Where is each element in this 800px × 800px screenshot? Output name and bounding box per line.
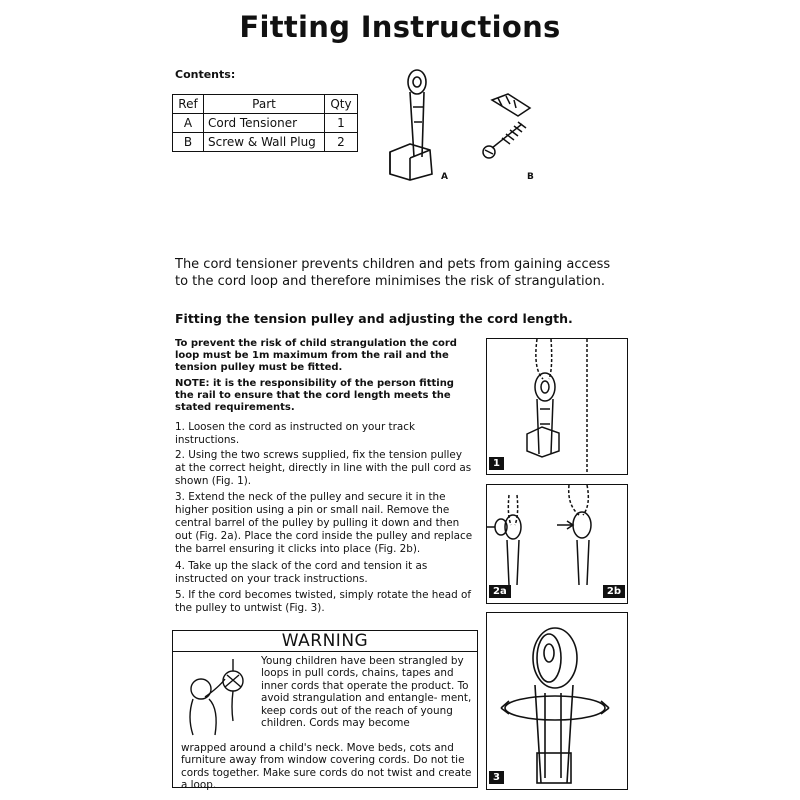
child-strangulation-icon	[179, 657, 257, 739]
section-heading: Fitting the tension pulley and adjusting the cord length.	[175, 311, 573, 326]
pulley-rotate-icon	[487, 613, 627, 789]
parts-table	[172, 94, 358, 152]
responsibility-note: NOTE: it is the responsibility of the person fitting the rail to ensure that the cord length meets the stated requirements.	[175, 378, 454, 413]
header-ref: Ref	[173, 95, 204, 114]
parts-table-header	[173, 95, 358, 114]
table-row	[173, 114, 358, 133]
intro-paragraph: The cord tensioner prevents children and pets from gaining access to the cord loop and therefore minimises the risk of strangulation.	[175, 257, 611, 289]
figure-2	[486, 484, 628, 604]
table-row	[173, 133, 358, 152]
figure-label-a: A	[441, 172, 448, 182]
contents-label: Contents:	[175, 68, 236, 81]
figure-2a-label: 2a	[489, 585, 511, 598]
row-ref: B	[173, 133, 204, 152]
figure-label-b: B	[527, 172, 534, 182]
row-part: Screw & Wall Plug	[204, 133, 325, 152]
figure-3-label: 3	[489, 771, 504, 784]
warning-title: WARNING	[173, 631, 477, 652]
page-title: Fitting Instructions	[239, 10, 561, 44]
header-qty: Qty	[325, 95, 358, 114]
warning-text-bottom: wrapped around a child's neck. Move beds, cots and furniture away from window covering cords. Do not tie cords together. Make sure cords do not twist and create a loop.	[181, 742, 472, 792]
step-1: 1. Loosen the cord as instructed on your track instructions.	[175, 421, 415, 446]
cord-tensioner-icon	[380, 62, 460, 192]
row-ref: A	[173, 114, 204, 133]
screw-wall-plug-icon	[478, 90, 548, 170]
row-qty: 2	[325, 133, 358, 152]
header-part: Part	[204, 95, 325, 114]
figure-1	[486, 338, 628, 475]
warning-text-side: Young children have been strangled by loops in pull cords, chains, tapes and inner cords that operate the product. To avoid strangulation and entangle- ment, keep cords out of the reach of young children. Cords may become	[261, 655, 472, 730]
step-3: 3. Extend the neck of the pulley and secure it in the higher position using a pin or small nail. Remove the central barrel of the pulley by pulling it down and then out (Fig. 2a). Place the cord inside the pulley and replace the barrel ensuring it clicks into place (Fig. 2b).	[175, 491, 473, 555]
figure-3	[486, 612, 628, 790]
pulley-wall-fitting-icon	[487, 339, 627, 474]
figure-1-label: 1	[489, 457, 504, 470]
figure-2b-label: 2b	[603, 585, 625, 598]
row-part: Cord Tensioner	[204, 114, 325, 133]
row-qty: 1	[325, 114, 358, 133]
step-4: 4. Take up the slack of the cord and tension it as instructed on your track instructions.	[175, 560, 428, 585]
strangulation-warning-text: To prevent the risk of child strangulation the cord loop must be 1m maximum from the rail and the tension pulley must be fitted.	[175, 338, 457, 373]
step-2: 2. Using the two screws supplied, fix the tension pulley at the correct height, directly in line with the pull cord as shown (Fig. 1).	[175, 449, 472, 487]
warning-box	[172, 630, 478, 792]
step-5: 5. If the cord becomes twisted, simply rotate the head of the pulley to untwist (Fig. 3).	[175, 589, 472, 614]
